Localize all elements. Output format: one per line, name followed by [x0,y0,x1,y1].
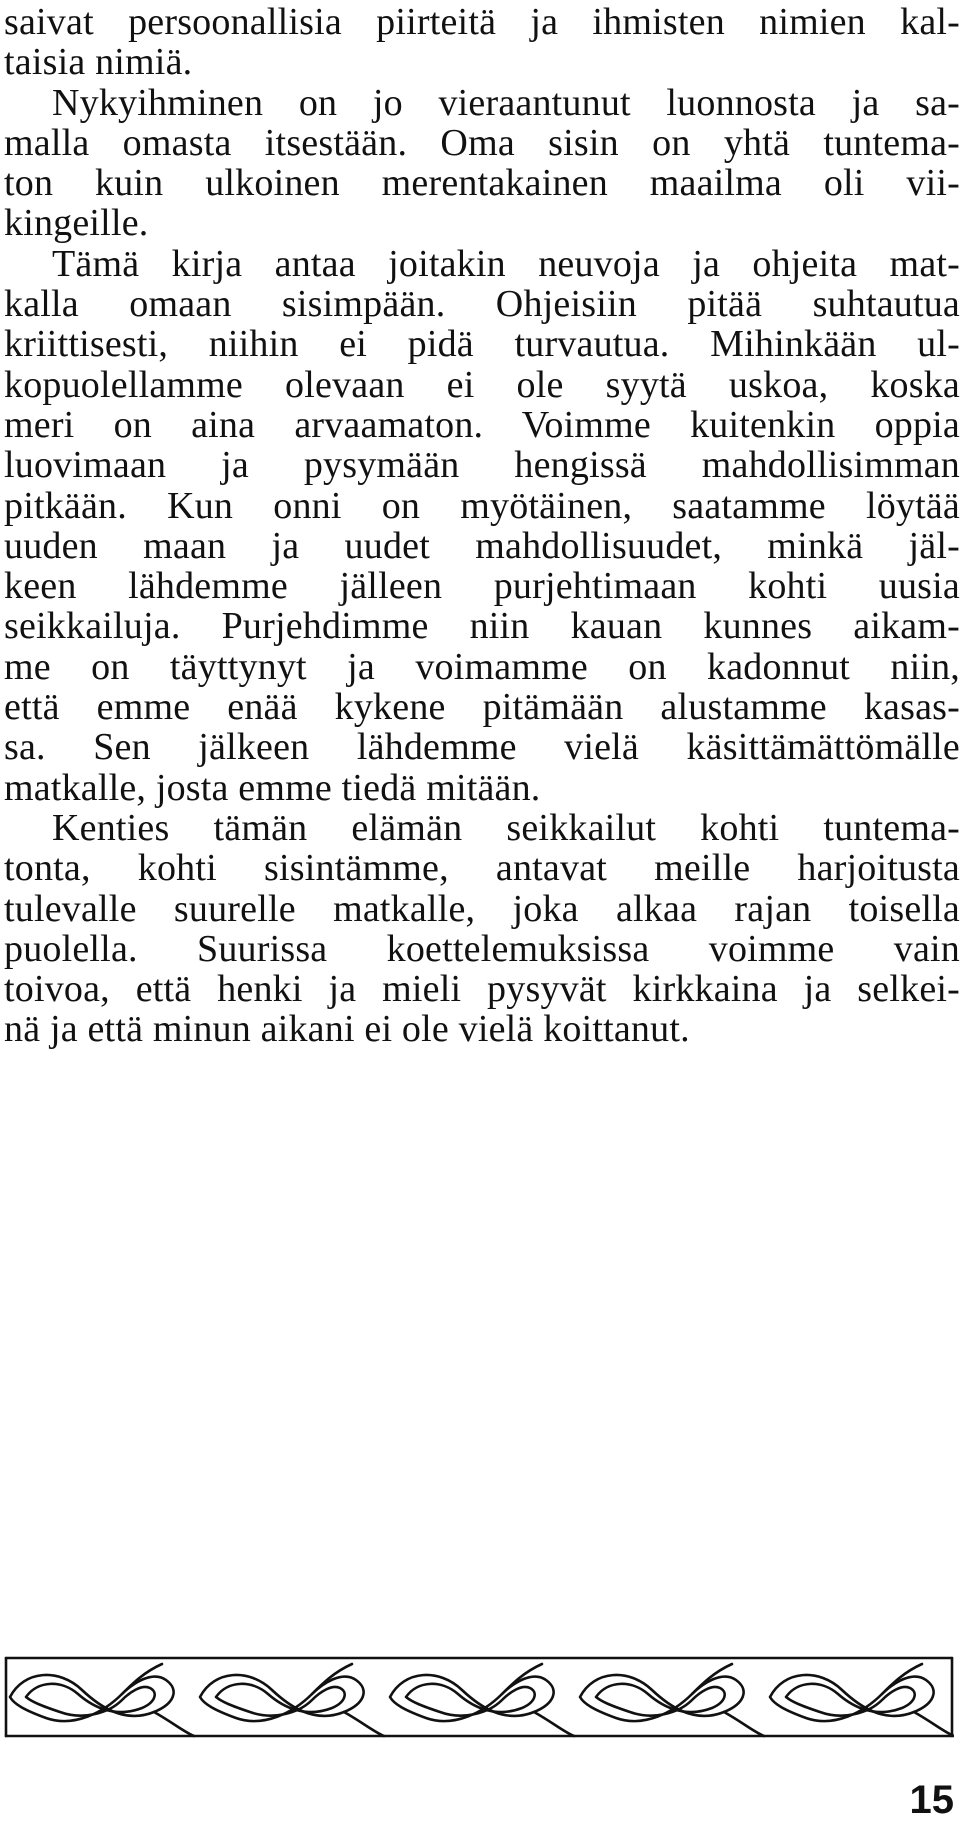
text-line: matkalle, josta emme tiedä mitään. [4,767,541,808]
text-line: saivat persoonallisia piirteitä ja ihmisten nimien kal- [4,2,960,43]
text-line: kopuolellamme olevaan ei ole syytä uskoa, koska [4,364,960,405]
text-line: kingeille. [4,203,149,244]
text-line: sa. Sen jälkeen lähdemme vielä käsittämättömälle [4,727,960,768]
text-line: Tämä kirja antaa joitakin neuvoja ja ohjeita mat- [52,243,960,285]
text-line: luovimaan ja pysymään hengissä mahdollisimman [4,445,960,486]
text-line: malla omasta itsestään. Oma sisin on yhtä tuntema- [4,122,960,164]
text-line: tonta, kohti sisintämme, antavat meille harjoitusta [4,848,960,889]
text-line: nä ja että minun aikani ei ole vielä koittanut. [4,1009,690,1050]
text-line: meri on aina arvaamaton. Voimme kuitenkin oppia [4,404,960,446]
text-line: kalla omaan sisimpään. Ohjeisiin pitää suhtautua [4,284,960,325]
text-line: tulevalle suurelle matkalle, joka alkaa rajan toisella [4,888,960,929]
knotwork-border-icon [4,1650,954,1744]
text-line: keen lähdemme jälleen purjehtimaan kohti uusia [4,566,960,607]
text-line: Kenties tämän elämän seikkailut kohti tuntema- [52,807,960,849]
body-text [4,2,960,1050]
text-line: että emme enää kykene pitämään alustamme kasas- [4,687,960,728]
text-line: Nykyihminen on jo vieraantunut luonnosta ja sa- [52,82,960,123]
text-line: pitkään. Kun onni on myötäinen, saatamme löytää [4,485,960,526]
text-line: seikkailuja. Purjehdimme niin kauan kunnes aikam- [4,606,960,647]
text-line: taisia nimiä. [4,42,193,83]
text-line: ton kuin ulkoinen merentakainen maailma oli vii- [4,163,960,204]
text-line: kriittisesti, niihin ei pidä turvautua. Mihinkään ul- [4,324,960,365]
text-line: toivoa, että henki ja mieli pysyvät kirkkaina ja selkei- [4,969,960,1010]
text-line: puolella. Suurissa koettelemuksissa voimme vain [4,928,960,970]
text-line: me on täyttynyt ja voimamme on kadonnut niin, [4,646,960,688]
text-line: uuden maan ja uudet mahdollisuudet, minkä jäl- [4,525,960,567]
page-number: 15 [909,1778,954,1822]
